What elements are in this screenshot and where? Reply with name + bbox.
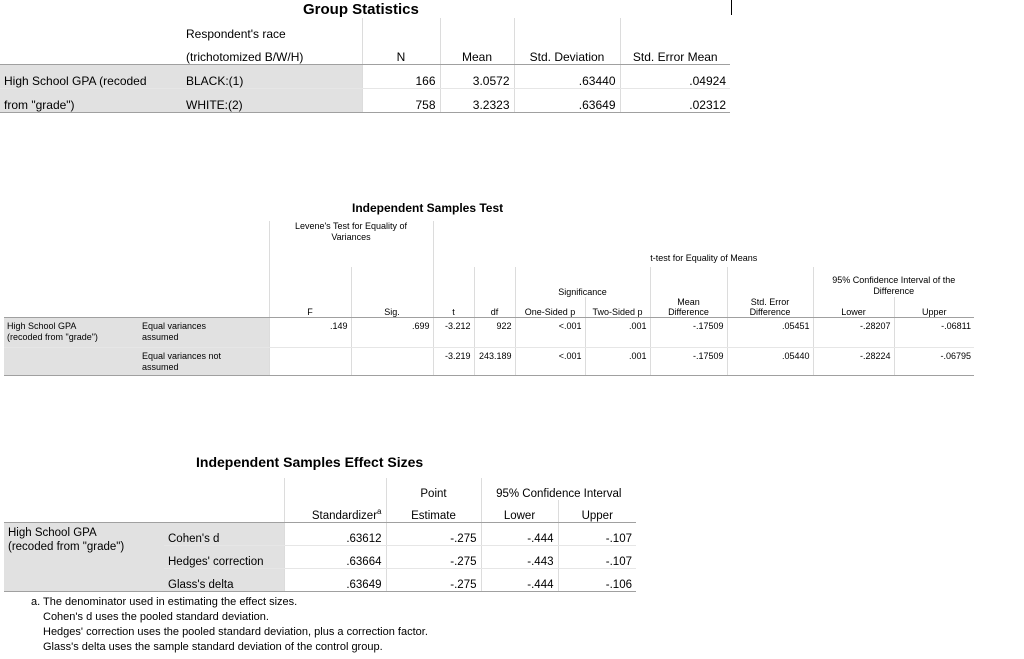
se-diff-header-line1: Std. Error [750,297,790,307]
df-header: df [474,297,515,318]
one-sided-cell[interactable]: <.001 [515,348,585,376]
measure-cell: Cohen's d [164,523,284,546]
standardizer-cell[interactable]: .63649 [284,569,386,592]
variance-label-line2: assumed [142,332,179,342]
two-sided-cell[interactable]: .001 [585,348,650,376]
t-cell[interactable]: -3.212 [433,318,474,348]
ind-test-table[interactable] [4,221,974,376]
sig-cell[interactable] [351,348,433,376]
two-sided-cell[interactable]: .001 [585,318,650,348]
upper-cell[interactable]: -.107 [558,523,636,546]
lower-cell[interactable]: -.28207 [813,318,894,348]
se-diff-header-line2: Difference [749,307,791,317]
f-cell[interactable] [269,348,351,376]
table-row[interactable] [4,318,974,348]
row-label-line1: High School GPA [8,527,97,539]
row-label: High School GPA (recoded [0,65,182,89]
measure-cell: Glass's delta [164,569,284,592]
table-row[interactable] [0,89,730,113]
standardizer-cell[interactable]: .63664 [284,546,386,569]
sd-cell[interactable]: .63440 [514,65,620,89]
table-row[interactable] [0,65,730,89]
row-label-line2: (recoded from "grade") [7,332,98,342]
point-cell[interactable]: -.275 [386,569,481,592]
table-row[interactable] [4,523,636,546]
levene-header-line2: Variances [331,232,371,242]
race-header-line1: Respondent's race [186,27,286,41]
significance-header: Significance [515,267,650,297]
point-header-line2: Estimate [386,500,481,523]
effect-sizes-title: Independent Samples Effect Sizes [196,454,424,470]
mean-cell[interactable]: 3.0572 [440,65,514,89]
variance-label-line2: assumed [142,362,179,372]
point-cell[interactable]: -.275 [386,523,481,546]
lower-header: Lower [481,500,558,523]
upper-cell[interactable]: -.06795 [894,348,974,376]
lower-cell[interactable]: -.28224 [813,348,894,376]
group-stats-title: Group Statistics [303,1,419,18]
sd-header: Std. Deviation [514,41,620,65]
t-header: t [433,297,474,318]
lower-cell[interactable]: -.443 [481,546,558,569]
lower-cell[interactable]: -.444 [481,569,558,592]
ci-header-line2: Difference [873,286,915,296]
ci-header-line1: 95% Confidence Interval of the [832,275,956,285]
upper-header: Upper [894,297,974,318]
one-sided-header: One-Sided p [515,297,585,318]
group-cell: WHITE:(2) [182,89,362,113]
se-cell[interactable]: .04924 [620,65,730,89]
footnote-line: a. The denominator used in estimating the effect sizes. [31,596,298,608]
point-header-line1: Point [386,478,481,500]
footnote-marker: a [377,507,382,517]
group-stats-table[interactable] [0,18,730,113]
n-cell[interactable]: 758 [362,89,440,113]
measure-cell: Hedges' correction [164,546,284,569]
sd-cell[interactable]: .63649 [514,89,620,113]
variance-label-line1: Equal variances not [142,351,222,361]
mean-diff-cell[interactable]: -.17509 [650,348,727,376]
se-cell[interactable]: .02312 [620,89,730,113]
table-row[interactable] [4,348,974,376]
footnote-line: Cohen's d uses the pooled standard deviation. [43,611,269,623]
mean-diff-header-line1: Mean [677,297,700,307]
se-header: Std. Error Mean [620,41,730,65]
effect-sizes-table[interactable] [4,478,636,592]
ind-test-title: Independent Samples Test [352,201,504,215]
point-cell[interactable]: -.275 [386,546,481,569]
sig-header: Sig. [351,297,433,318]
mean-header: Mean [440,41,514,65]
upper-cell[interactable]: -.107 [558,546,636,569]
ttest-header: t-test for Equality of Means [433,221,974,267]
se-diff-cell[interactable]: .05440 [727,348,813,376]
lower-cell[interactable]: -.444 [481,523,558,546]
footnote-block [31,595,428,655]
row-label: from "grade") [0,89,182,113]
footnote-line: Hedges' correction uses the pooled standard deviation, plus a correction factor. [43,626,428,638]
standardizer-header: Standardizer [311,510,378,522]
df-cell[interactable]: 922 [474,318,515,348]
text-cursor [731,0,732,15]
t-cell[interactable]: -3.219 [433,348,474,376]
n-cell[interactable]: 166 [362,65,440,89]
row-label-line1: High School GPA [7,321,77,331]
se-diff-cell[interactable]: .05451 [727,318,813,348]
upper-cell[interactable]: -.06811 [894,318,974,348]
group-cell: BLACK:(1) [182,65,362,89]
ci-header: 95% Confidence Interval [481,478,636,500]
f-header: F [269,297,351,318]
n-header: N [362,41,440,65]
upper-cell[interactable]: -.106 [558,569,636,592]
one-sided-cell[interactable]: <.001 [515,318,585,348]
levene-header-line1: Levene's Test for Equality of [294,221,408,231]
race-header-line2: (trichotomized B/W/H) [182,41,362,65]
upper-header: Upper [558,500,636,523]
two-sided-header: Two-Sided p [585,297,650,318]
footnote-line: Glass's delta uses the sample standard deviation of the control group. [43,641,383,653]
df-cell[interactable]: 243.189 [474,348,515,376]
row-label-line2: (recoded from "grade") [8,541,125,553]
mean-diff-cell[interactable]: -.17509 [650,318,727,348]
lower-header: Lower [813,297,894,318]
mean-diff-header-line2: Difference [668,307,709,317]
mean-cell[interactable]: 3.2323 [440,89,514,113]
variance-label-line1: Equal variances [142,321,207,331]
standardizer-cell[interactable]: .63612 [284,523,386,546]
f-cell[interactable]: .149 [269,318,351,348]
sig-cell[interactable]: .699 [351,318,433,348]
